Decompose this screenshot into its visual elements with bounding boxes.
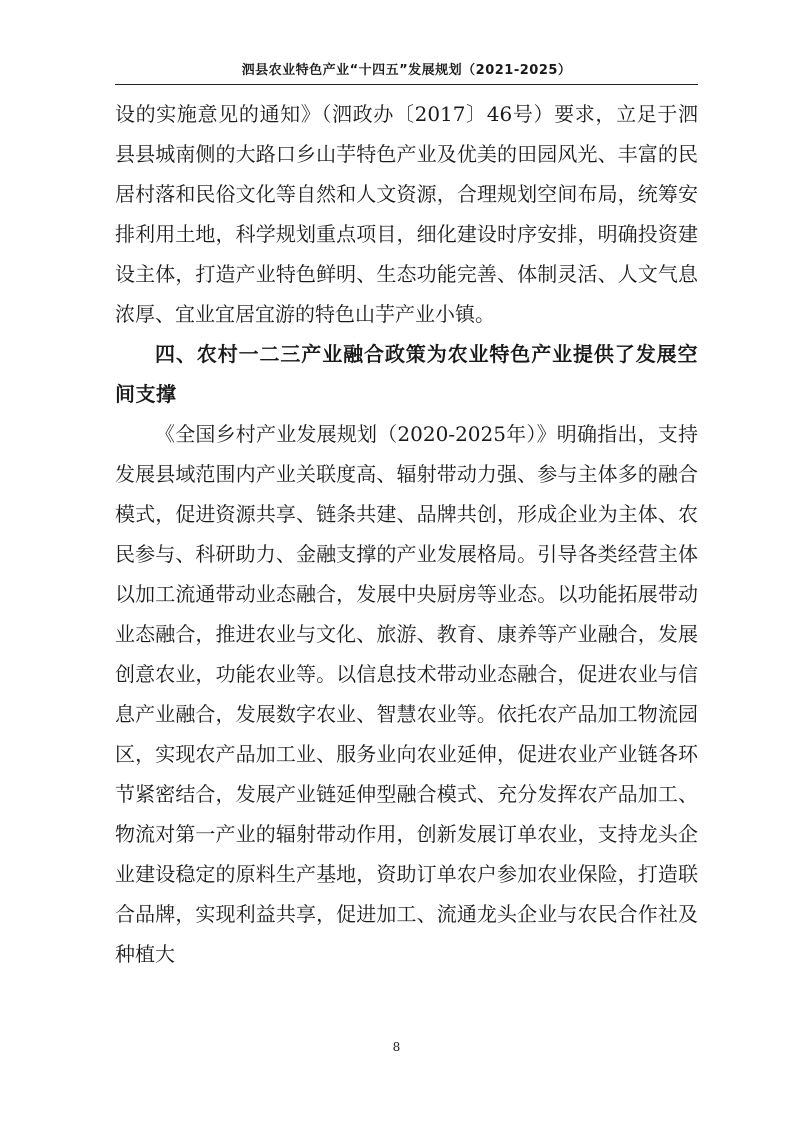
header-rule — [115, 84, 698, 85]
page-number: 8 — [392, 1040, 401, 1054]
section-heading: 四、农村一二三产业融合政策为农业特色产业提供了发展空间支撑 — [115, 342, 698, 406]
body-text — [115, 94, 698, 974]
paragraph-continuation: 设的实施意见的通知》（泗政办〔2017〕46号）要求，立足于泗县县城南侧的大路口乡山芋特色产业及优美的田园风光、丰富的民居村落和民俗文化等自然和人文资源，合理规划空间布局，统筹安排利用土地，科学规划重点项目，细化建设时序安排，明确投资建设主体，打造产业特色鲜明、生态功能完善、体制灵活、人文气息浓厚、宜业宜居宜游的特色山芋产业小镇。 — [115, 102, 698, 326]
running-header: 泗县农业特色产业“十四五”发展规划（2021-2025） — [241, 63, 572, 78]
paragraph: 《全国乡村产业发展规划（2020-2025年）》明确指出，支持发展县域范围内产业关联度高、辐射带动力强、参与主体多的融合模式，促进资源共享、链条共建、品牌共创，形成企业为主体、农民参与、科研助力、金融支撑的产业发展格局。引导各类经营主体以加工流通带动业态融合，发展中央厨房等业态。以功能拓展带动业态融合，推进农业与文化、旅游、教育、康养等产业融合，发展创意农业，功能农业等。以信息技术带动业态融合，促进农业与信息产业融合，发展数字农业、智慧农业等。依托农产品加工物流园区，实现农产品加工业、服务业向农业延伸，促进农业产业链各环节紧密结合，发展产业链延伸型融合模式、充分发挥农产品加工、物流对第一产业的辐射带动作用，创新发展订单农业，支持龙头企业建设稳定的原料生产基地，资助订单农户参加农业保险，打造联合品牌，实现利益共享，促进加工、流通龙头企业与农民合作社及种植大 — [115, 422, 698, 966]
